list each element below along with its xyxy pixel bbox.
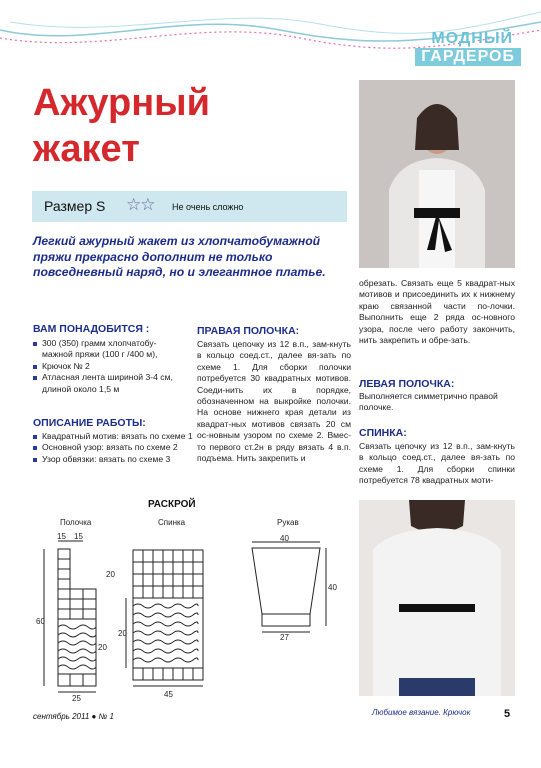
page-number: 5 xyxy=(504,708,511,720)
description-list xyxy=(33,431,193,465)
front-dim-label: 15 xyxy=(57,532,66,541)
left-front-heading: ЛЕВАЯ ПОЛОЧКА: xyxy=(359,378,455,390)
list-item: Основной узор: вязать по схеме 2 xyxy=(33,442,193,453)
sleeve-dim-label: 27 xyxy=(280,633,289,642)
front-dim-label: 60 xyxy=(36,617,45,626)
back-dim-label: 20 xyxy=(118,629,127,638)
page-title xyxy=(33,80,210,172)
difficulty-text: Не очень сложно xyxy=(172,202,244,212)
model-photo-front xyxy=(359,80,515,268)
sleeve-dim-label: 40 xyxy=(280,534,289,543)
size-label: Размер S xyxy=(44,198,106,214)
front-dim-label: 20 xyxy=(98,643,107,652)
left-front-text: Выполняется симметрично правой полочке. xyxy=(359,391,498,413)
list-item: Узор обвязки: вязать по схеме 3 xyxy=(33,454,193,465)
front-pattern-label: Полочка xyxy=(60,518,92,527)
intro-text: Легкий ажурный жакет из хлопчатобумажной пряжи прекрасно дополнит не только повседневный наряд, но и элегантное платье. xyxy=(33,234,326,280)
list-item: Атласная лента шириной 3-4 см, длиной около 1,5 м xyxy=(33,372,181,395)
right-front-text: Связать цепочку из 12 в.п., зам-кнуть в кольцо соед.ст., далее вя-зать по схеме 1. Для сборки полочки потребуется 30 квадратных мотивов. Соеди-нить их в порядке, обозначенном на выкройке полочки. На основе нижнего края детали из квадрат-ных мотивов связать 20 см ос-новным узором по схеме 2. Вмес-то первого ст.2н в ряду вязать 4 в.п. подъема. Нить закрепить и xyxy=(197,339,351,464)
materials-list xyxy=(33,338,181,395)
front-pattern-diagram xyxy=(36,532,116,702)
front-dim-label: 20 xyxy=(106,570,115,579)
list-item: Квадратный мотив: вязать по схеме 1 xyxy=(33,431,193,442)
model-photo-back xyxy=(359,500,515,696)
front-dim-label: 25 xyxy=(72,694,81,702)
back-pattern-label: Спинка xyxy=(158,518,186,527)
sleeve-pattern-label: Рукав xyxy=(277,518,299,527)
footer-magazine: Любимое вязание. Крючок xyxy=(372,708,471,717)
sleeve-dim-label: 40 xyxy=(328,583,337,592)
back-heading: СПИНКА: xyxy=(359,427,407,439)
back-text: Связать цепочку из 12 в.п., зам-кнуть в кольцо соед.ст., далее вя-зать по схеме 1. Для сборки спинки потребуется 78 квадратных моти- xyxy=(359,441,515,486)
description-heading: ОПИСАНИЕ РАБОТЫ: xyxy=(33,417,146,429)
front-dim-label: 15 xyxy=(74,532,83,541)
list-item: 300 (350) грамм хлопчатобу-мажной пряжи (100 г /400 м), xyxy=(33,338,181,361)
header-title-line2: ГАРДЕРОБ xyxy=(415,48,521,66)
header-title-line1: МОДНЫЙ xyxy=(431,30,513,47)
pattern-heading: РАСКРОЙ xyxy=(148,499,196,510)
materials-heading: ВАМ ПОНАДОБИТСЯ : xyxy=(33,323,150,335)
continued-text: обрезать. Связать еще 5 квадрат-ных мотивов и присоединить их к нижнему краю связанной части по-лочки. Выполнить еще 2 ряда ос-новного узора, после чего работу закончить, нить закрепить и обре-зать. xyxy=(359,278,515,346)
list-item: Крючок № 2 xyxy=(33,361,181,372)
title-line2: жакет xyxy=(33,128,140,170)
back-dim-label: 45 xyxy=(164,690,173,699)
back-pattern-diagram xyxy=(118,540,218,702)
right-front-heading: ПРАВАЯ ПОЛОЧКА: xyxy=(197,325,300,337)
footer-issue: сентябрь 2011 ● № 1 xyxy=(33,712,114,721)
title-line1: Ажурный xyxy=(33,82,210,124)
sleeve-pattern-diagram xyxy=(240,534,340,644)
difficulty-stars: ☆☆ xyxy=(126,195,155,214)
